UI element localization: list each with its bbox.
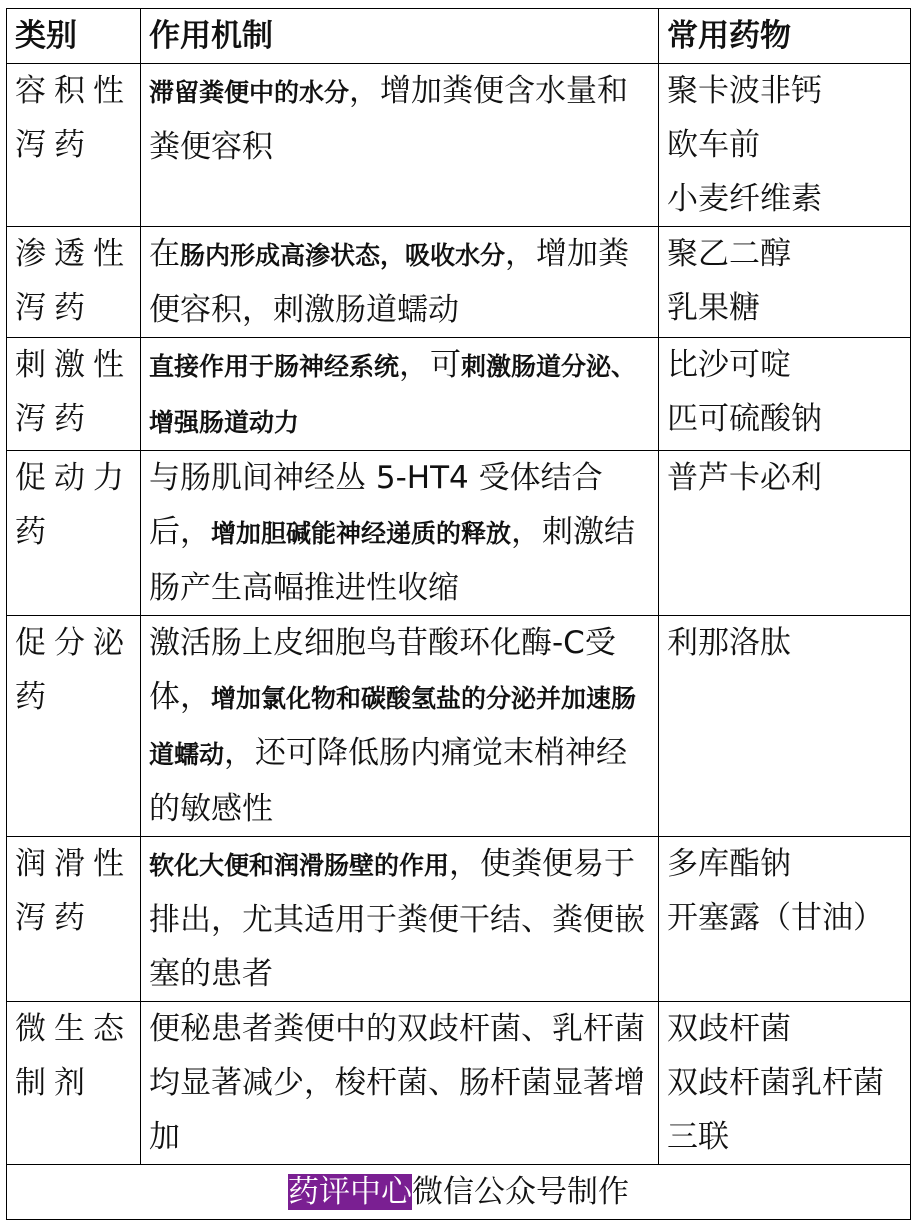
table-row [7,1002,911,1165]
footer-cell [7,1165,911,1220]
drugs-cell [659,451,911,616]
category-cell: 促分泌药 [7,616,141,837]
mechanism-text: ，使粪便易于排出，尤其适用于粪便干结、粪便嵌塞的患者 [149,846,645,992]
mechanism-cell [141,451,659,616]
drugs-cell [659,616,911,837]
table-body [7,64,911,1165]
table-header-row [7,9,911,64]
category-cell: 容积性泻药 [7,64,141,227]
drug-name: 聚乙二醇 [667,236,791,272]
mechanism-keyword: 软化大便和润滑肠壁的作用 [149,851,450,880]
drugs-cell [659,64,911,227]
drug-name: 小麦纤维素 [667,181,822,217]
mechanism-text: ，可 [399,347,462,383]
drug-name: 匹可硫酸钠 [667,401,822,437]
drug-name: 比沙可啶 [667,347,791,383]
drug-name: 利那洛肽 [667,625,791,661]
mechanism-text: ，增加粪便容积，刺激肠道蠕动 [149,236,630,328]
mechanism-text: ，增加粪便含水量和粪便容积 [149,73,629,165]
footer-highlight: 药评中心 [288,1174,412,1210]
table-row [7,64,911,227]
table-row [7,338,911,451]
drug-name: 欧车前 [667,127,760,163]
table-row [7,837,911,1002]
mechanism-cell [141,227,659,338]
mechanism-text: 激活肠上皮细胞鸟苷酸环化酶-C受体， [149,625,616,715]
drug-name: 普芦卡必利 [667,460,822,496]
footer-text: 微信公众号制作 [412,1174,629,1210]
drug-name: 乳果糖 [667,290,760,326]
mechanism-keyword: 肠内形成高渗状态，吸收水分 [180,241,506,270]
mechanism-cell [141,837,659,1002]
drugs-cell [659,1002,911,1165]
header-mechanism: 作用机制 [141,9,659,64]
mechanism-keyword: 刺激肠道分泌、增强肠道动力 [149,352,637,437]
mechanism-cell [141,64,659,227]
category-cell: 微生态制剂 [7,1002,141,1165]
drug-name: 多库酯钠 [667,846,791,882]
drug-name: 开塞露（甘油） [667,900,884,936]
drug-name: 双歧杆菌 [667,1011,791,1047]
mechanism-cell [141,1002,659,1165]
category-cell: 促动力药 [7,451,141,616]
mechanism-text: 与肠肌间神经丛 5-HT4 受体结合后， [149,460,603,550]
table-row [7,616,911,837]
mechanism-text: 在 [149,236,180,272]
mechanism-cell [141,338,659,451]
mechanism-keyword: 增加胆碱能神经递质的释放 [211,519,512,548]
drugs-cell [659,227,911,338]
table-row [7,451,911,616]
category-cell: 刺激性泻药 [7,338,141,451]
table-row [7,227,911,338]
mechanism-keyword: 滞留粪便中的水分 [149,78,350,107]
category-cell: 渗透性泻药 [7,227,141,338]
drugs-cell [659,338,911,451]
mechanism-text: ，还可降低肠内痛觉末梢神经的敏感性 [149,735,628,827]
header-category: 类别 [7,9,141,64]
mechanism-keyword: 增加氯化物和碳酸氢盐的分泌并加速肠道蠕动 [149,684,637,769]
mechanism-cell [141,616,659,837]
mechanism-keyword: 直接作用于肠神经系统 [149,352,400,381]
drugs-cell [659,837,911,1002]
drug-name: 聚卡波非钙 [667,73,822,109]
header-drugs: 常用药物 [659,9,911,64]
drug-name: 双歧杆菌乳杆菌三联 [667,1065,884,1155]
drug-table [6,8,911,1220]
footer-row [7,1165,911,1220]
mechanism-text: ，刺激结肠产生高幅推进性收缩 [149,514,636,606]
category-cell: 润滑性泻药 [7,837,141,1002]
mechanism-text: 便秘患者粪便中的双歧杆菌、乳杆菌均显著减少，梭杆菌、肠杆菌显著增加 [149,1011,645,1155]
